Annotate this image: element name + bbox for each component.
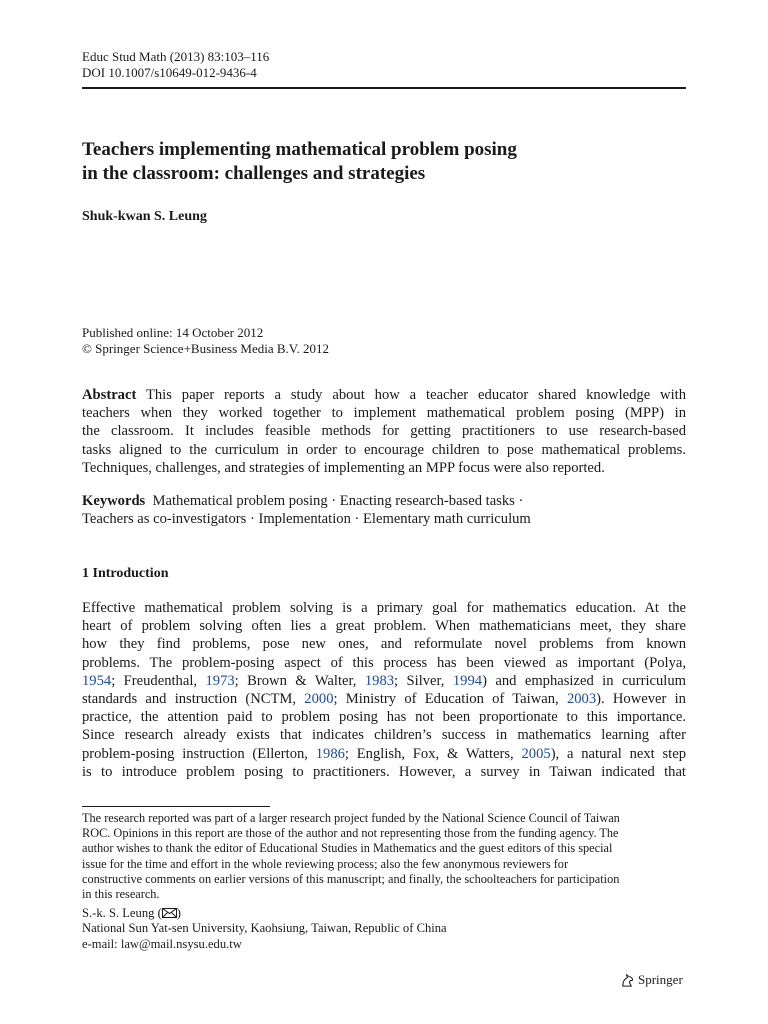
- footnote-line: The research reported was part of a larger research project funded by the National Science Council of Taiwan: [82, 811, 620, 825]
- publication-info: [82, 325, 329, 357]
- contact-email[interactable]: e-mail: law@mail.nsysu.edu.tw: [82, 936, 242, 951]
- citation-link[interactable]: 1994: [452, 672, 483, 689]
- footnote: [82, 811, 686, 902]
- keywords-line-1: Keywords Mathematical problem posing · Enacting research-based tasks ·: [82, 493, 524, 509]
- body-line: heart of problem solving often lies a great problem. When mathematicians meet, they share: [82, 618, 686, 635]
- abstract-line: Techniques, challenges, and strategies of implementing an MPP focus were also reported.: [82, 459, 605, 476]
- body-line: practice, the attention paid to problem posing has not been proportionate to this importance.: [82, 709, 686, 726]
- citation-link[interactable]: 1954: [82, 672, 112, 689]
- citation-link[interactable]: 2005: [521, 745, 551, 762]
- body-line: how they find problems, pose new ones, and reformulate novel problems from known: [82, 636, 686, 653]
- abstract-line: Abstract This paper reports a study about how a teacher educator shared knowledge with: [82, 387, 686, 403]
- keywords-line-2: Teachers as co-investigators · Implementation · Elementary math curriculum: [82, 511, 531, 528]
- contact-name-line: S.-k. S. Leung ( ): [82, 906, 181, 920]
- footnote-line: in this research.: [82, 887, 160, 902]
- journal-citation: Educ Stud Math (2013) 83:103–116: [82, 49, 270, 64]
- body-line: Since research already exists that indicates children’s success in mathematics learning after: [82, 727, 686, 744]
- copyright: © Springer Science+Business Media B.V. 2012: [82, 341, 329, 356]
- body-line: is to introduce problem posing to practitioners. However, a survey in Taiwan indicated that: [82, 763, 686, 780]
- abstract-line: the classroom. It includes feasible methods for getting practitioners to use research-based: [82, 423, 686, 440]
- footnote-line: issue for the time and effort in the whole reviewing process; also the few anonymous reviewers for: [82, 856, 569, 871]
- footnote-line: constructive comments on earlier versions of this manuscript; and finally, the schoolteachers for participation: [82, 871, 620, 886]
- abstract-line: tasks aligned to the curriculum in order to encourage children to pose mathematical problems.: [82, 441, 686, 458]
- published-date: Published online: 14 October 2012: [82, 325, 264, 340]
- abstract: [82, 386, 686, 477]
- citation-link[interactable]: 2003: [566, 691, 597, 708]
- publisher-logo: [620, 972, 683, 988]
- title-line-1: Teachers implementing mathematical problem posing: [82, 139, 517, 160]
- citation-link[interactable]: 1973: [205, 672, 235, 689]
- body-line: Effective mathematical problem solving is a primary goal for mathematics education. At the: [82, 600, 686, 616]
- citation-link[interactable]: 2000: [304, 691, 334, 708]
- abstract-label: Abstract: [82, 387, 137, 403]
- body-line: standards and instruction (NCTM, 2000; Ministry of Education of Taiwan, 2003). However in: [82, 691, 686, 708]
- envelope-icon: [162, 908, 177, 918]
- keywords: [82, 492, 686, 528]
- footnote-line: ROC. Opinions in this report are those of the author and not representing those from the funding agency. The: [82, 826, 619, 841]
- journal-header: [82, 49, 269, 81]
- paper-title: [82, 138, 686, 186]
- keywords-label: Keywords: [82, 493, 146, 509]
- body-line: 1954; Freudenthal, 1973; Brown & Walter, 1983; Silver, 1994) and emphasized in curriculum: [82, 672, 686, 689]
- section-heading: 1 Introduction: [82, 566, 169, 581]
- intro-paragraph: [82, 599, 686, 781]
- citation-link[interactable]: 1986: [315, 745, 345, 762]
- title-line-2: in the classroom: challenges and strategies: [82, 163, 426, 184]
- springer-horse-icon: [620, 973, 635, 988]
- footnote-line: author wishes to thank the editor of Educational Studies in Mathematics and the guest editors of this special: [82, 841, 613, 856]
- contact-affiliation: National Sun Yat-sen University, Kaohsiung, Taiwan, Republic of China: [82, 921, 447, 936]
- author-contact: [82, 906, 447, 952]
- author-name: Shuk-kwan S. Leung: [82, 209, 207, 224]
- doi: DOI 10.1007/s10649-012-9436-4: [82, 65, 257, 80]
- body-line: problem-posing instruction (Ellerton, 1986; English, Fox, & Watters, 2005), a natural next step: [82, 745, 686, 762]
- header-rule: [82, 87, 686, 89]
- citation-link[interactable]: 1983: [364, 672, 395, 689]
- footnote-rule: [82, 806, 270, 807]
- abstract-line: teachers when they worked together to implement mathematical problem posing (MPP) in: [82, 405, 686, 422]
- publisher-name: Springer: [638, 972, 683, 987]
- body-line: problems. The problem-posing aspect of this process has been viewed as important (Polya,: [82, 654, 686, 671]
